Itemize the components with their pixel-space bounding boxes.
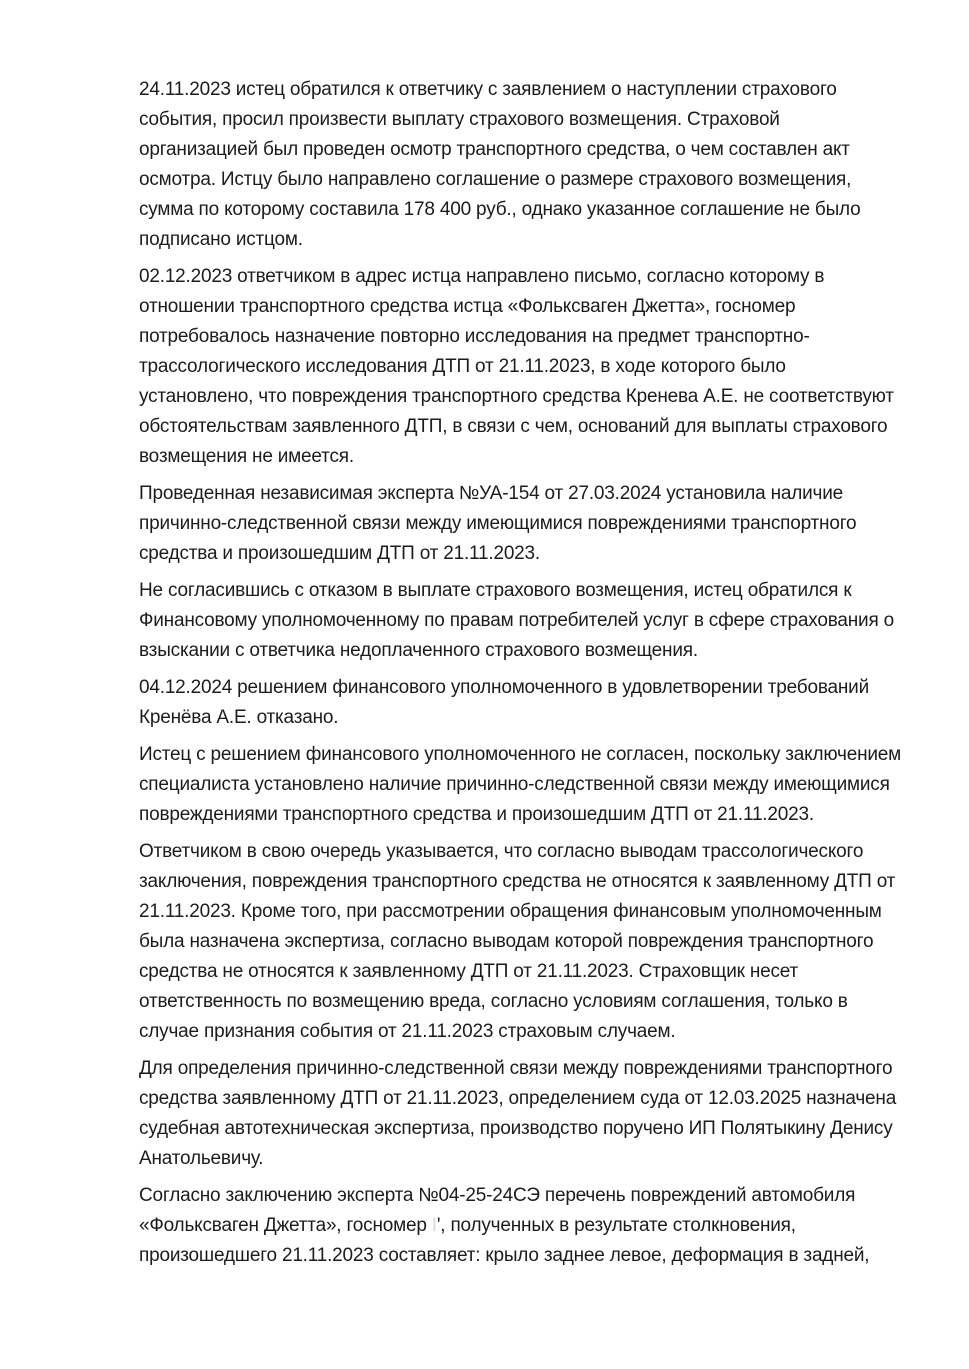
expert-conclusion-text-after-plate: ', полученных в результате столкновения, произошедшего 21.11.2023 составляет: крыло заднее левое, деформация в задней, (139, 1215, 870, 1266)
paragraph-independent-expertise: Проведенная независимая эксперта №УА-154 от 27.03.2024 установила наличие причинно-следственной связи между имеющимися повреждениями транспортного средства и произошедшим ДТП от 21.11.2023. (139, 483, 862, 564)
paragraph-court-expertise-order: Для определения причинно-следственной связи между повреждениями транспортного средства заявленному ДТП от 21.11.2023, определением суда от 12.03.2025 назначена судебная автотехническая экспертиза, производство поручено ИП Полятыкину Денису Анатольевичу. (139, 1058, 902, 1169)
paragraph-ombudsman-decision: 04.12.2024 решением финансового уполномоченного в удовлетворении требований Кренёва А.Е. отказано. (139, 677, 875, 728)
expert-conclusion-text-before-plate: Согласно заключению эксперта №04-25-24СЭ перечень повреждений автомобиля «Фольксваген Джетта», госномер (139, 1185, 861, 1236)
paragraph-ombudsman-appeal: Не согласившись с отказом в выплате страхового возмещения, истец обратился к Финансовому уполномоченному по правам потребителей услуг в сфере страхования о взыскании с ответчика недоплаченного страхового возмещения. (139, 580, 900, 661)
redacted-license-plate-trace: І (431, 1215, 437, 1236)
paragraph-defendant-position: Ответчиком в свою очередь указывается, что согласно выводам трассологического заключения, повреждения транспортного средства не относятся к заявленному ДТП от 21.11.2023. Кроме того, при рассмотрении обращения финансовым уполномоченным была назначена экспертиза, согласно выводам которой повреждения транспортного средства не относятся к заявленному ДТП от 21.11.2023. Страховщик несет ответственность по возмещению вреда, согласно условиям соглашения, только в случае признания события от 21.11.2023 страховым случаем. (139, 841, 901, 1042)
paragraph-claim-filing: 24.11.2023 истец обратился к ответчику с заявлением о наступлении страхового события, просил произвести выплату страхового возмещения. Страховой организацией был проведен осмотр транспортного средства, о чем составлен акт осмотра. Истцу было направлено соглашение о размере страхового возмещения, сумма по которому составила 178 400 руб., однако указанное соглашение не было подписано истцом. (139, 79, 866, 250)
paragraph-insurer-letter: 02.12.2023 ответчиком в адрес истца направлено письмо, согласно которому в отношении транспортного средства истца «Фольксваген Джетта», госномер потребовалось назначение повторно исследования на предмет транспортно-трассологического исследования ДТП от 21.11.2023, в ходе которого было установлено, что повреждения транспортного средства Кренева А.Е. не соответствуют обстоятельствам заявленного ДТП, в связи с чем, оснований для выплаты страхового возмещения не имеется. (139, 266, 899, 467)
paragraph-expert-conclusion (139, 1181, 901, 1271)
paragraph-plaintiff-disagreement: Истец с решением финансового уполномоченного не согласен, поскольку заключением специалиста установлено наличие причинно-следственной связи между имеющимися повреждениями транспортного средства и произошедшим ДТП от 21.11.2023. (139, 744, 907, 825)
document-body (139, 75, 907, 1271)
